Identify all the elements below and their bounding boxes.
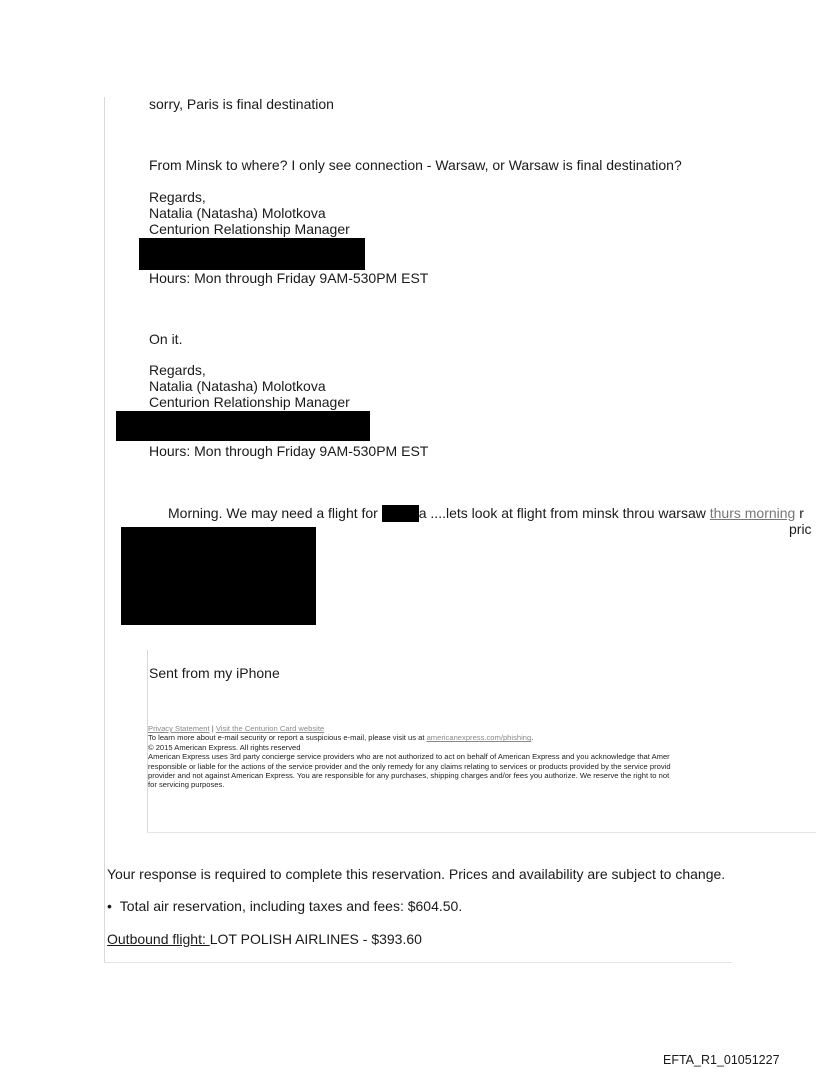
signature-hours: Hours: Mon through Friday 9AM-530PM EST bbox=[149, 443, 429, 459]
message-minsk-question: From Minsk to where? I only see connection - Warsaw, or Warsaw is final destination? bbox=[149, 157, 682, 173]
disclaimer-line: responsible or liable for the actions of the service provider and the only remedy for any claims relating to services or products provided by the service provid bbox=[148, 761, 671, 771]
signature-name: Natalia (Natasha) Molotkova bbox=[149, 205, 326, 221]
disclaimer-line: provider and not against American Express. You are responsible for any purchases, shipping charges and/or fees you authorize. We reserve the right to not bbox=[148, 771, 670, 781]
quote-border-left bbox=[104, 97, 105, 963]
copyright-line: © 2015 American Express. All rights reserved bbox=[148, 742, 301, 752]
message-on-it: On it. bbox=[149, 331, 183, 347]
disclaimer-line: American Express uses 3rd party concierge service providers who are not authorized to act on behalf of American Express and you acknowledge that Amer bbox=[148, 752, 670, 762]
sent-from-iphone: Sent from my iPhone bbox=[149, 665, 280, 681]
redaction-block bbox=[121, 527, 316, 625]
outbound-flight-value: LOT POLISH AIRLINES - $393.60 bbox=[209, 931, 422, 947]
security-text: To learn more about e-mail security or report a suspicious e-mail, please visit us at bbox=[148, 733, 427, 743]
phishing-link[interactable]: americanexpress.com/phishing bbox=[426, 733, 532, 743]
redaction-block bbox=[139, 238, 365, 270]
redaction-block bbox=[116, 411, 370, 441]
signature-regards: Regards, bbox=[149, 362, 206, 378]
thurs-morning-link[interactable]: thurs morning bbox=[709, 505, 796, 521]
redaction-inline bbox=[382, 505, 419, 522]
reservation-required-notice: Your response is required to complete this reservation. Prices and availability are subject to change. bbox=[107, 866, 726, 882]
message-morning-flight-request bbox=[168, 505, 804, 522]
total-reservation-text: Total air reservation, including taxes and fees: $604.50. bbox=[119, 898, 463, 914]
footer-links-row bbox=[148, 724, 816, 733]
message-paris-destination: sorry, Paris is final destination bbox=[149, 96, 334, 112]
disclaimer-line: for servicing purposes. bbox=[148, 780, 225, 790]
security-line: To learn more about e-mail security or report a suspicious e-mail, please visit us at americanexpress.com/phishing. bbox=[148, 733, 534, 743]
bullet: • bbox=[107, 898, 112, 914]
signature-hours: Hours: Mon through Friday 9AM-530PM EST bbox=[149, 270, 429, 286]
inner-quote-border-bottom bbox=[147, 832, 816, 833]
signature-title: Centurion Relationship Manager bbox=[149, 394, 350, 410]
message-second-line: pric bbox=[789, 521, 812, 537]
signature-name: Natalia (Natasha) Molotkova bbox=[149, 378, 326, 394]
reservation-border-bottom bbox=[104, 962, 732, 963]
total-reservation-line bbox=[107, 898, 462, 915]
message-text-start: Morning. We may need a flight for bbox=[168, 505, 382, 521]
footer-separator: | bbox=[209, 724, 216, 733]
signature-regards: Regards, bbox=[149, 189, 206, 205]
document-id: EFTA_R1_01051227 bbox=[663, 1053, 780, 1067]
message-text-tail: r bbox=[795, 505, 804, 521]
legal-footer bbox=[148, 724, 816, 790]
outbound-flight-line bbox=[107, 931, 422, 948]
outbound-flight-label[interactable]: Outbound flight: bbox=[107, 931, 210, 947]
signature-title: Centurion Relationship Manager bbox=[149, 221, 350, 237]
privacy-statement-link[interactable]: Privacy Statement bbox=[148, 724, 210, 733]
centurion-website-link[interactable]: Visit the Centurion Card website bbox=[215, 724, 325, 733]
message-text-middle: a ....lets look at flight from minsk throu warsaw bbox=[418, 505, 710, 521]
